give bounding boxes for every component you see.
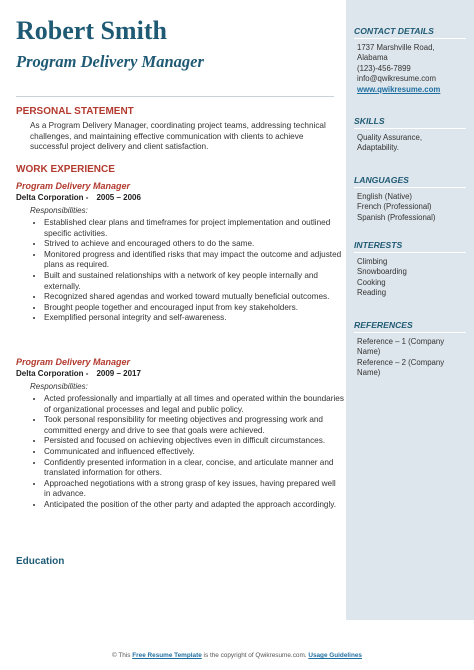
free-resume-template-link[interactable]: Free Resume Template bbox=[132, 652, 202, 659]
job-company-line bbox=[16, 369, 149, 378]
language-item: Spanish (Professional) bbox=[357, 212, 436, 222]
responsibilities-label: Responsibilities: bbox=[30, 206, 88, 215]
list-item: • Brought people together and encouraged input from key stakeholders. bbox=[44, 303, 344, 314]
candidate-title: Program Delivery Manager bbox=[16, 52, 204, 71]
personal-statement-text: As a Program Delivery Manager, coordinating project teams, addressing technical challenges, and maintaining effective communication with clients to achieve successful project delivery and client satisfaction. bbox=[30, 121, 326, 152]
languages-list bbox=[357, 192, 469, 223]
job-company: Delta Corporation - bbox=[16, 193, 89, 202]
list-item: • Monitored progress and identified risks that may impact the outcome and adjusted plans as required. bbox=[44, 250, 344, 271]
reference-line: Reference – 2 (Company bbox=[357, 357, 445, 367]
references-divider bbox=[354, 332, 466, 333]
list-item: • Acted professionally and impartially at all times and operated within the boundaries of organizational processes and legal and public policy. bbox=[44, 394, 344, 415]
interest-item: Reading bbox=[357, 288, 387, 298]
languages-divider bbox=[354, 187, 466, 188]
phone-number: (123)-456-7899 bbox=[357, 63, 411, 73]
list-item: • Built and sustained relationships with a network of key people internally and externally. bbox=[44, 271, 344, 292]
interest-item: Cooking bbox=[357, 277, 386, 287]
skill-item: Quality Assurance, bbox=[357, 133, 423, 142]
list-item: • Anticipated the position of the other party and adapted the approach accordingly. bbox=[44, 500, 344, 511]
list-item: • Exemplified personal integrity and self-awareness. bbox=[44, 313, 344, 324]
contact-heading: CONTACT DETAILS bbox=[354, 26, 434, 36]
skills-divider bbox=[354, 128, 466, 129]
address-line-1: 1737 Marshville Road, bbox=[357, 43, 435, 52]
list-item: • Strived to achieve and encouraged others to do the same. bbox=[44, 239, 344, 250]
interests-divider bbox=[354, 252, 466, 253]
footer-middle: is the copyright of Qwikresume.com. bbox=[203, 652, 307, 659]
interest-item: Snowboarding bbox=[357, 267, 407, 277]
list-item: • Communicated and influenced effectively. bbox=[44, 447, 344, 458]
interests-list bbox=[357, 257, 469, 299]
footer-prefix: © This bbox=[112, 652, 131, 659]
skill-item: Adaptability. bbox=[357, 143, 399, 153]
job-bullets bbox=[30, 218, 344, 324]
interest-item: Climbing bbox=[357, 257, 388, 266]
job-company: Delta Corporation - bbox=[16, 369, 89, 378]
reference-line: Name) bbox=[357, 347, 381, 357]
language-item: English (Native) bbox=[357, 192, 413, 201]
website-link[interactable]: www.qwikresume.com bbox=[357, 84, 441, 94]
header-divider bbox=[16, 96, 334, 97]
interests-heading: INTERESTS bbox=[354, 240, 403, 250]
languages-heading: LANGUAGES bbox=[354, 175, 409, 185]
candidate-name: Robert Smith bbox=[16, 16, 167, 45]
footer bbox=[0, 652, 474, 659]
personal-statement-heading: PERSONAL STATEMENT bbox=[16, 106, 134, 117]
email-address[interactable]: info@qwikresume.com bbox=[357, 74, 436, 84]
job-company-line bbox=[16, 193, 149, 202]
list-item: • Approached negotiations with a strong grasp of key issues, having prepared well in advance. bbox=[44, 479, 344, 500]
reference-line: Name) bbox=[357, 368, 381, 378]
job-bullets bbox=[30, 394, 344, 511]
job-dates: 2005 – 2006 bbox=[96, 193, 141, 202]
job-role: Program Delivery Manager bbox=[16, 181, 131, 191]
education-heading: Education bbox=[16, 556, 65, 567]
reference-line: Reference – 1 (Company bbox=[357, 337, 445, 346]
contact-details bbox=[357, 43, 469, 95]
references-list bbox=[357, 337, 469, 379]
list-item: • Confidently presented information in a clear, concise, and articulate manner and translated information for others. bbox=[44, 458, 344, 479]
list-item: • Persisted and focused on achieving objectives even in difficult circumstances. bbox=[44, 436, 344, 447]
sidebar bbox=[346, 0, 474, 620]
list-item: • Established clear plans and timeframes for project implementation and outlined specific activities. bbox=[44, 218, 344, 239]
references-heading: REFERENCES bbox=[354, 320, 413, 330]
language-item: French (Professional) bbox=[357, 202, 432, 212]
skills-list bbox=[357, 133, 469, 154]
usage-guidelines-link[interactable]: Usage Guidelines bbox=[308, 652, 362, 659]
address-line-2: Alabama bbox=[357, 53, 388, 63]
job-role: Program Delivery Manager bbox=[16, 357, 131, 367]
work-experience-heading: WORK EXPERIENCE bbox=[16, 164, 115, 175]
list-item: • Recognized shared agendas and worked toward mutually beneficial outcomes. bbox=[44, 292, 344, 303]
responsibilities-label: Responsibilities: bbox=[30, 382, 88, 391]
job-dates: 2009 – 2017 bbox=[96, 369, 141, 378]
contact-divider bbox=[354, 38, 466, 39]
skills-heading: SKILLS bbox=[354, 116, 385, 126]
list-item: • Took personal responsibility for meeting objectives and progressing work and committed energy and drive to see that goals were achieved. bbox=[44, 415, 344, 436]
